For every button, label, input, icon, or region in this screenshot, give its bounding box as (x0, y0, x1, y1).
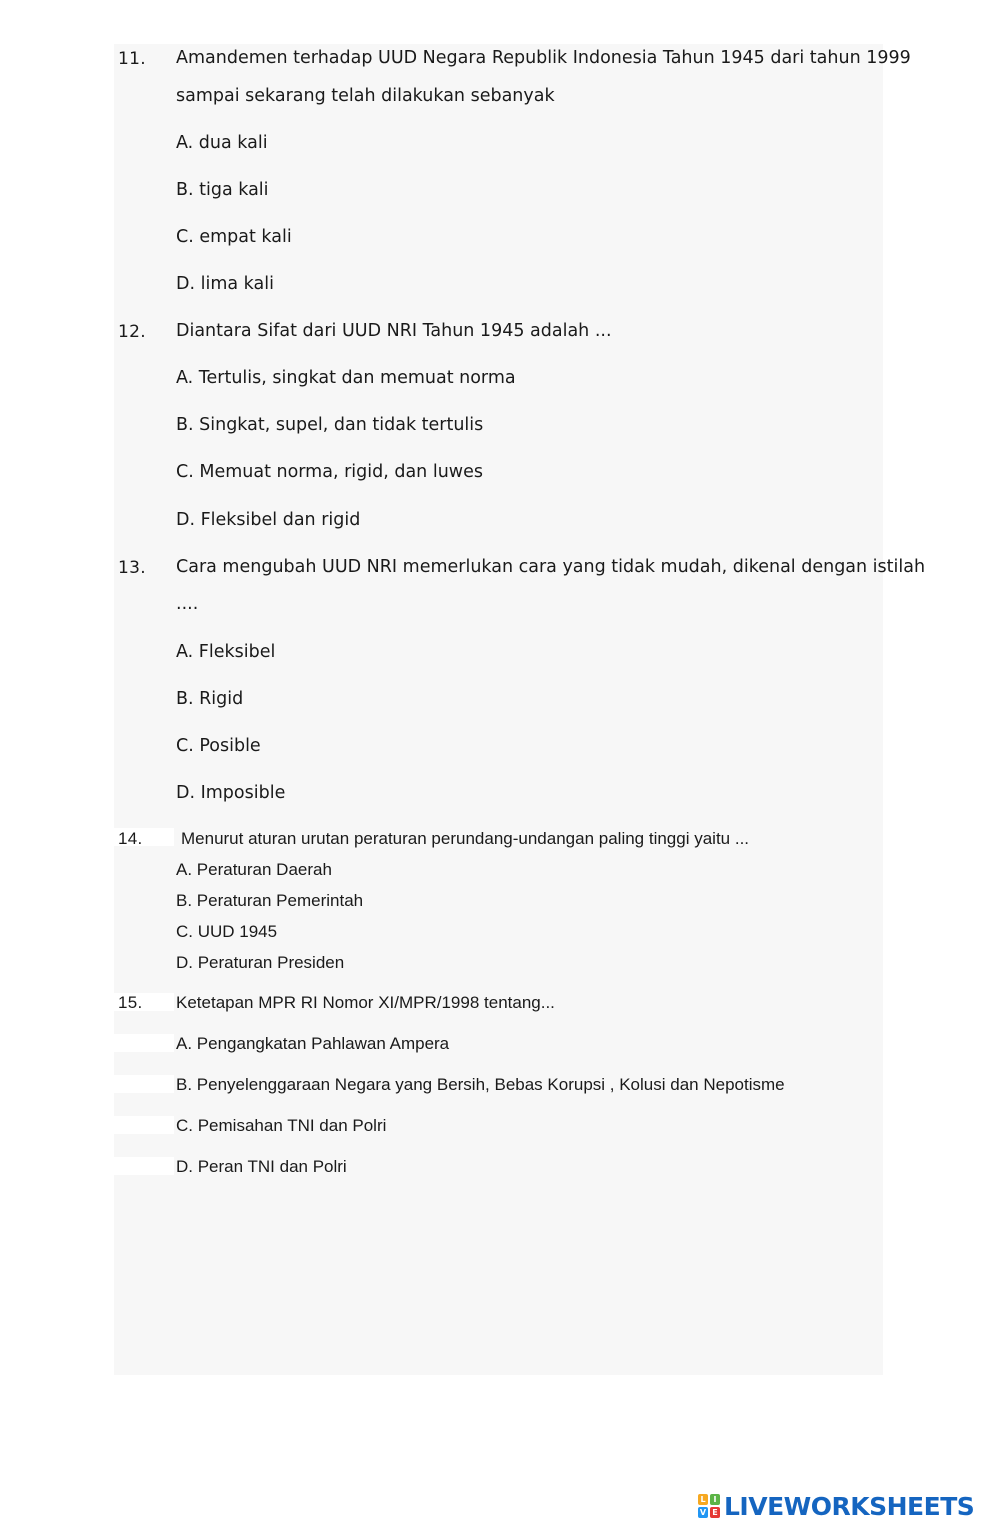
question-13-option-b[interactable]: B. Rigid (176, 689, 244, 709)
question-15-text: Ketetapan MPR RI Nomor XI/MPR/1998 tentang... (176, 993, 555, 1012)
question-13-text-line2: .... (176, 594, 199, 614)
question-15-option-d[interactable]: D. Peran TNI dan Polri (176, 1157, 347, 1176)
question-12-option-a[interactable]: A. Tertulis, singkat dan memuat norma (176, 368, 516, 388)
question-11-text-line1: Amandemen terhadap UUD Negara Republik Indonesia Tahun 1945 dari tahun 1999 (176, 48, 911, 68)
question-14-option-d[interactable]: D. Peraturan Presiden (176, 953, 345, 972)
question-11-option-d[interactable]: D. lima kali (176, 274, 274, 294)
liveworksheets-logo-icon (698, 1494, 720, 1518)
question-14-number: 14. (118, 829, 143, 848)
question-14-option-a[interactable]: A. Peraturan Daerah (176, 860, 332, 879)
question-12-number: 12. (118, 322, 146, 342)
question-13-number: 13. (118, 558, 146, 578)
answer-strip (114, 1116, 174, 1134)
logo-mark-e: E (710, 1507, 720, 1518)
question-11-option-c[interactable]: C. empat kali (176, 227, 292, 247)
question-13-option-a[interactable]: A. Fleksibel (176, 642, 276, 662)
question-13-text-line1: Cara mengubah UUD NRI memerlukan cara yang tidak mudah, dikenal dengan istilah (176, 557, 926, 577)
question-11-option-a[interactable]: A. dua kali (176, 133, 268, 153)
logo-mark-l: L (698, 1494, 708, 1505)
liveworksheets-logo[interactable] (698, 1492, 974, 1520)
question-14-option-b[interactable]: B. Peraturan Pemerintah (176, 891, 364, 910)
question-13-option-d[interactable]: D. Imposible (176, 783, 286, 803)
question-12-option-c[interactable]: C. Memuat norma, rigid, dan luwes (176, 462, 483, 482)
question-12-text: Diantara Sifat dari UUD NRI Tahun 1945 adalah ... (176, 321, 612, 341)
question-11-number: 11. (118, 49, 146, 69)
question-14-option-c[interactable]: C. UUD 1945 (176, 922, 278, 941)
answer-strip (114, 1075, 174, 1093)
question-15-option-c[interactable]: C. Pemisahan TNI dan Polri (176, 1116, 387, 1135)
answer-strip (114, 1157, 174, 1175)
question-13-option-c[interactable]: C. Posible (176, 736, 261, 756)
answer-strip (114, 1034, 174, 1052)
question-11-option-b[interactable]: B. tiga kali (176, 180, 269, 200)
question-12-option-b[interactable]: B. Singkat, supel, dan tidak tertulis (176, 415, 484, 435)
question-15-option-a[interactable]: A. Pengangkatan Pahlawan Ampera (176, 1034, 450, 1053)
logo-mark-i: I (710, 1494, 720, 1505)
question-14-text: Menurut aturan urutan peraturan perundang-undangan paling tinggi yaitu ... (181, 829, 750, 848)
logo-mark-v: V (699, 1508, 707, 1517)
question-12-option-d[interactable]: D. Fleksibel dan rigid (176, 510, 361, 530)
question-15-option-b[interactable]: B. Penyelenggaraan Negara yang Bersih, Bebas Korupsi , Kolusi dan Nepotisme (176, 1075, 785, 1094)
question-11-text-line2: sampai sekarang telah dilakukan sebanyak (176, 86, 555, 106)
question-15-number: 15. (118, 993, 143, 1012)
liveworksheets-logo-text: LIVEWORKSHEETS (724, 1491, 975, 1521)
